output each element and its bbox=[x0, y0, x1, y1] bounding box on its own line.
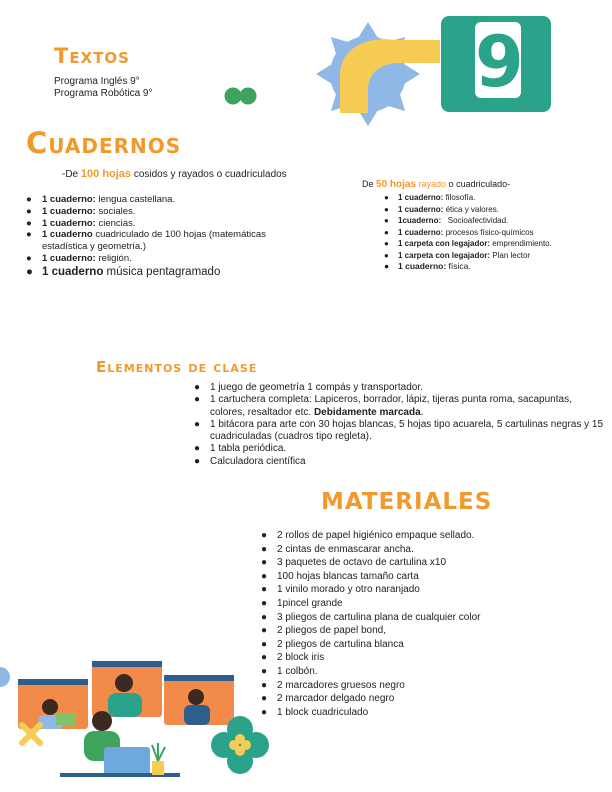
list-item: ● 1 cuaderno cuadriculado de 100 hojas (matemáticas estadística y geometría.) bbox=[26, 229, 266, 253]
list-item: ● 2 rollos de papel higiénico empaque sellado. bbox=[261, 530, 475, 541]
blue-flower-decoration bbox=[300, 18, 440, 128]
list-item: ● 2 pliegos de cartulina blanca bbox=[261, 638, 404, 650]
cuadernos-subtitle: -De 100 hojas cosidos y rayados o cuadriculados bbox=[62, 168, 287, 180]
list-item: ● 2 marcadores gruesos negro bbox=[261, 679, 405, 691]
list-item: ● 1 carpeta con legajador: emprendimiento. bbox=[384, 239, 552, 248]
list-item: ● 2 block iris bbox=[261, 652, 325, 664]
list-item: ● 100 hojas blancas tamaño carta bbox=[261, 570, 419, 582]
elementos-list bbox=[194, 382, 606, 468]
list-item: ● Calculadora científica bbox=[194, 455, 306, 467]
textos-line: Programa Robótica 9° bbox=[54, 88, 153, 99]
list-item: ● 1 tabla periódica. bbox=[194, 443, 287, 455]
textos-heading: Textos bbox=[54, 44, 130, 68]
list-item: ● 1 cuaderno música pentagramado bbox=[26, 265, 221, 278]
cuadernos-left-list bbox=[26, 194, 292, 280]
list-item: ● 1 carpeta con legajador: Plan lector bbox=[384, 250, 531, 260]
cuadernos-right-list bbox=[384, 192, 608, 273]
green-dots-decoration bbox=[224, 86, 258, 106]
list-item: ● 1 vinilo morado y otro naranjado bbox=[261, 584, 420, 596]
list-item: ● 1 cuaderno: ética y valores. bbox=[384, 204, 499, 214]
elementos-heading: Elementos de clase bbox=[96, 358, 258, 376]
list-item: ● 3 pliegos de cartulina plana de cualquier color bbox=[261, 611, 481, 623]
textos-line: Programa Inglés 9° bbox=[54, 76, 140, 87]
list-item: ● 1 block cuadriculado bbox=[261, 706, 369, 718]
list-item: ● 1 colbón. bbox=[261, 665, 318, 677]
list-item: ● 2 pliegos de papel bond, bbox=[261, 625, 386, 637]
materiales-heading: MATERIALES bbox=[321, 489, 493, 515]
textos-list bbox=[54, 76, 153, 100]
cuadernos-right-heading: De 50 hojas rayado o cuadriculado- bbox=[362, 179, 511, 190]
list-item: ● 1pincel grande bbox=[261, 597, 343, 609]
list-item: ● 1 cuaderno: lengua castellana. bbox=[26, 194, 176, 205]
list-item: ● 3 paquetes de octavo de cartulina x10 bbox=[261, 557, 447, 569]
list-item: ● 1 cuaderno: sociales. bbox=[26, 205, 136, 217]
list-item: ● 1 cuaderno: religión. bbox=[26, 252, 132, 264]
list-item: ● 1 cartuchera completa: Lapiceros, borrador, lápiz, tijeras punta roma, sacapuntas, colores, resaltador etc. Debidamente marcada. bbox=[194, 394, 572, 418]
grade-badge bbox=[441, 16, 551, 112]
list-item: ● 1 cuaderno: física. bbox=[384, 261, 471, 271]
cuadernos-heading: Cuadernos bbox=[26, 126, 182, 160]
list-item: ● 1 cuaderno: procesos físico-químicos bbox=[384, 227, 534, 237]
students-online-illustration bbox=[0, 655, 270, 785]
materiales-list bbox=[261, 529, 597, 719]
list-item: ● 1 juego de geometría 1 compás y transportador. bbox=[194, 382, 423, 393]
list-item: ● 2 marcador delgado negro bbox=[261, 693, 395, 705]
list-item: ● 1 bitácora para arte con 30 hojas blancas, 5 hojas tipo acuarela, 5 cartulinas negras y 15 cuadriculadas (cuadros tipo regleta). bbox=[194, 418, 604, 443]
list-item: ● 2 cintas de enmascarar ancha. bbox=[261, 543, 414, 555]
list-item: ● 1cuaderno: Socioafectividad. bbox=[384, 216, 509, 225]
grade-number: 9 bbox=[475, 21, 524, 103]
list-item: ● 1 cuaderno: filosofía. bbox=[384, 193, 476, 202]
list-item: ● 1 cuaderno: ciencias. bbox=[26, 217, 136, 229]
hundred-pages-highlight: 100 hojas bbox=[80, 168, 132, 180]
